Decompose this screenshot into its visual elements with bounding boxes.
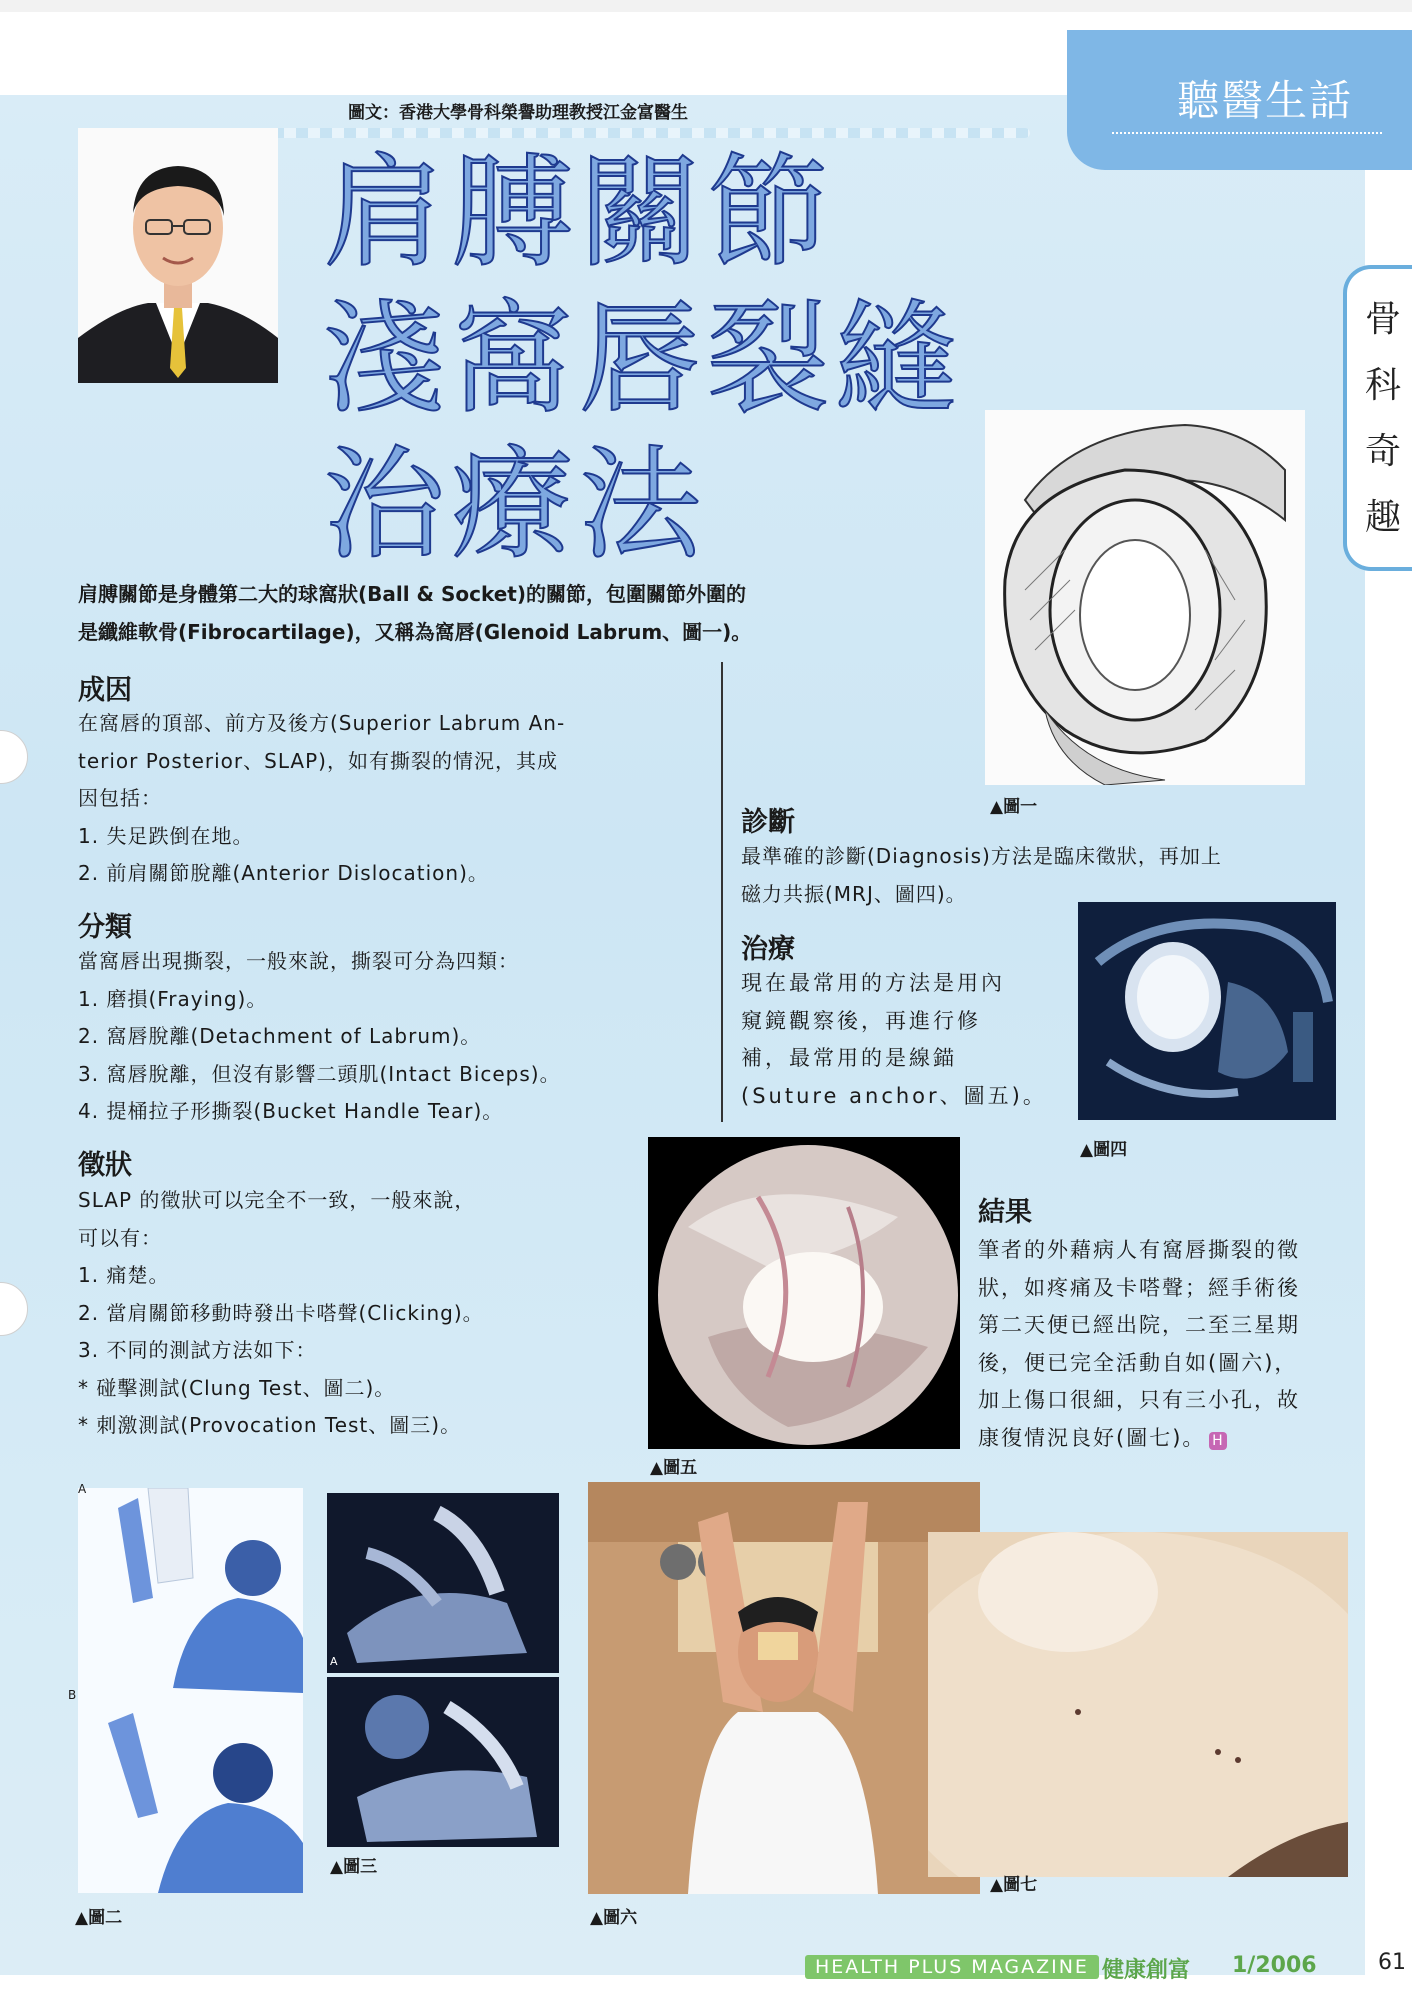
text-line: * 碰擊測試(Clung Test、圖二)。 xyxy=(78,1375,396,1400)
text-line: * 刺激測試(Provocation Test、圖三)。 xyxy=(78,1413,462,1437)
text-line xyxy=(978,1420,1300,1458)
text-line: 磁力共振(MRJ、圖四)。 xyxy=(741,881,967,906)
figure-3a-photo xyxy=(327,1493,559,1673)
top-strip xyxy=(0,0,1412,12)
text-line: SLAP 的徵狀可以完全不一致，一般來說， xyxy=(78,1188,476,1212)
section-title: 聽醫生話 xyxy=(1177,76,1354,125)
text-line-end: 康復情況良好(圖七)。 xyxy=(978,1425,1206,1450)
figure-3-caption: ▲圖三 xyxy=(330,1857,378,1877)
intro-paragraph xyxy=(78,575,978,651)
text-line: 後，便已完全活動自如(圖六)， xyxy=(978,1350,1298,1375)
text-line: 1. 磨損(Fraying)。 xyxy=(78,986,268,1011)
intro-line: 肩膊關節是身體第二大的球窩狀(Ball & Socket)的關節，包圍關節外圍的 xyxy=(78,582,746,606)
side-tab-char: 趣 xyxy=(1365,497,1402,538)
figure-1-shoulder-anatomy xyxy=(985,410,1305,785)
figure-3b-photo xyxy=(327,1677,559,1847)
figure-5-caption: ▲圖五 xyxy=(650,1458,698,1478)
title-line: 治療法 xyxy=(323,434,707,576)
figure-7-caption: ▲圖七 xyxy=(990,1875,1038,1895)
text-line: 可以有： xyxy=(78,1225,162,1250)
heading-classification: 分類 xyxy=(78,912,132,943)
side-tab-char: 科 xyxy=(1365,365,1402,406)
side-tab-char: 奇 xyxy=(1365,431,1402,472)
figure-4-mri xyxy=(1078,902,1336,1120)
heading-diagnosis: 診斷 xyxy=(741,807,795,838)
article-end-mark: H xyxy=(1209,1432,1227,1450)
figure-2b-photo xyxy=(78,1693,303,1893)
side-tab-char: 骨 xyxy=(1365,299,1402,340)
classification-text xyxy=(78,943,561,1131)
heading-treatment: 治療 xyxy=(741,934,795,965)
result-text xyxy=(978,1232,1300,1457)
text-line: 因包括： xyxy=(78,786,162,810)
heading-result: 結果 xyxy=(978,1197,1032,1228)
text-line: 3. 窩唇脫離，但沒有影響二頭肌(Intact Biceps)。 xyxy=(78,1061,561,1086)
text-line: 第二天便已經出院，二至三星期 xyxy=(978,1313,1300,1337)
text-line: 2. 前肩關節脫離(Anterior Dislocation)。 xyxy=(78,861,489,885)
section-wave xyxy=(1112,124,1382,134)
column-divider xyxy=(721,662,723,1122)
symptoms-text xyxy=(78,1182,484,1445)
text-line: 1. 失足跌倒在地。 xyxy=(78,823,254,848)
section-tab xyxy=(1067,30,1412,170)
title-line: 淺窩唇裂縫 xyxy=(323,288,963,430)
figure-2b-label: B xyxy=(68,1688,77,1702)
figure-3a-label: A xyxy=(330,1655,338,1668)
figure-2-caption: ▲圖二 xyxy=(75,1908,123,1928)
text-line: terior Posterior、SLAP)，如有撕裂的情況，其成 xyxy=(78,748,558,773)
article-title xyxy=(323,140,963,578)
footer-issue: 1/2006 xyxy=(1232,1953,1317,1978)
text-line: 2. 窩唇脫離(Detachment of Labrum)。 xyxy=(78,1024,482,1048)
figure-4-caption: ▲圖四 xyxy=(1080,1140,1128,1160)
figure-7-photo xyxy=(928,1532,1348,1877)
heading-cause: 成因 xyxy=(78,675,132,706)
text-line: 窺鏡觀察後，再進行修 xyxy=(741,1008,981,1033)
figure-2a-photo xyxy=(78,1488,303,1693)
footer-magazine-name: HEALTH PLUS MAGAZINE xyxy=(805,1955,1099,1979)
cause-text xyxy=(78,705,565,893)
intro-line: 是纖維軟骨(Fibrocartilage)，又稱為窩唇(Glenoid Labrum、圖一)。 xyxy=(78,620,752,644)
text-line: 最準確的診斷(Diagnosis)方法是臨床徵狀，再加上 xyxy=(741,844,1222,868)
text-line: 2. 當肩關節移動時發出卡嗒聲(Clicking)。 xyxy=(78,1300,484,1325)
text-line: 現在最常用的方法是用內 xyxy=(741,971,1005,995)
author-credit: 圖文：香港大學骨科榮譽助理教授江金富醫生 xyxy=(348,103,688,123)
title-line: 肩膊關節 xyxy=(323,142,835,284)
text-line: 在窩唇的頂部、前方及後方(Superior Labrum An- xyxy=(78,711,566,735)
text-line: 加上傷口很細，只有三小孔，故 xyxy=(978,1388,1300,1412)
page-number: 61 xyxy=(1378,1950,1406,1975)
heading-symptoms: 徵狀 xyxy=(78,1150,132,1181)
footer-magazine-cn: 健康創富 xyxy=(1102,1958,1191,1983)
text-line: 狀，如疼痛及卡嗒聲；經手術後 xyxy=(978,1275,1300,1300)
text-line: 1. 痛楚。 xyxy=(78,1263,170,1287)
text-line: 3. 不同的測試方法如下： xyxy=(78,1338,317,1362)
figure-6-photo xyxy=(588,1482,980,1894)
author-portrait xyxy=(78,128,278,383)
figure-1-caption: ▲圖一 xyxy=(990,797,1038,817)
text-line: 筆者的外藉病人有窩唇撕裂的徵 xyxy=(978,1238,1300,1262)
text-line: (Suture anchor、圖五)。 xyxy=(741,1083,1047,1108)
figure-6-caption: ▲圖六 xyxy=(590,1908,638,1928)
text-line: 補，最常用的是線錨 xyxy=(741,1046,957,1070)
treatment-text xyxy=(741,965,1047,1115)
category-side-tab xyxy=(1343,265,1412,571)
text-line: 當窩唇出現撕裂，一般來說，撕裂可分為四類： xyxy=(78,949,519,973)
figure-5-arthroscopy xyxy=(648,1137,960,1449)
figure-2a-label: A xyxy=(78,1482,87,1496)
text-line: 4. 提桶拉子形撕裂(Bucket Handle Tear)。 xyxy=(78,1099,504,1123)
